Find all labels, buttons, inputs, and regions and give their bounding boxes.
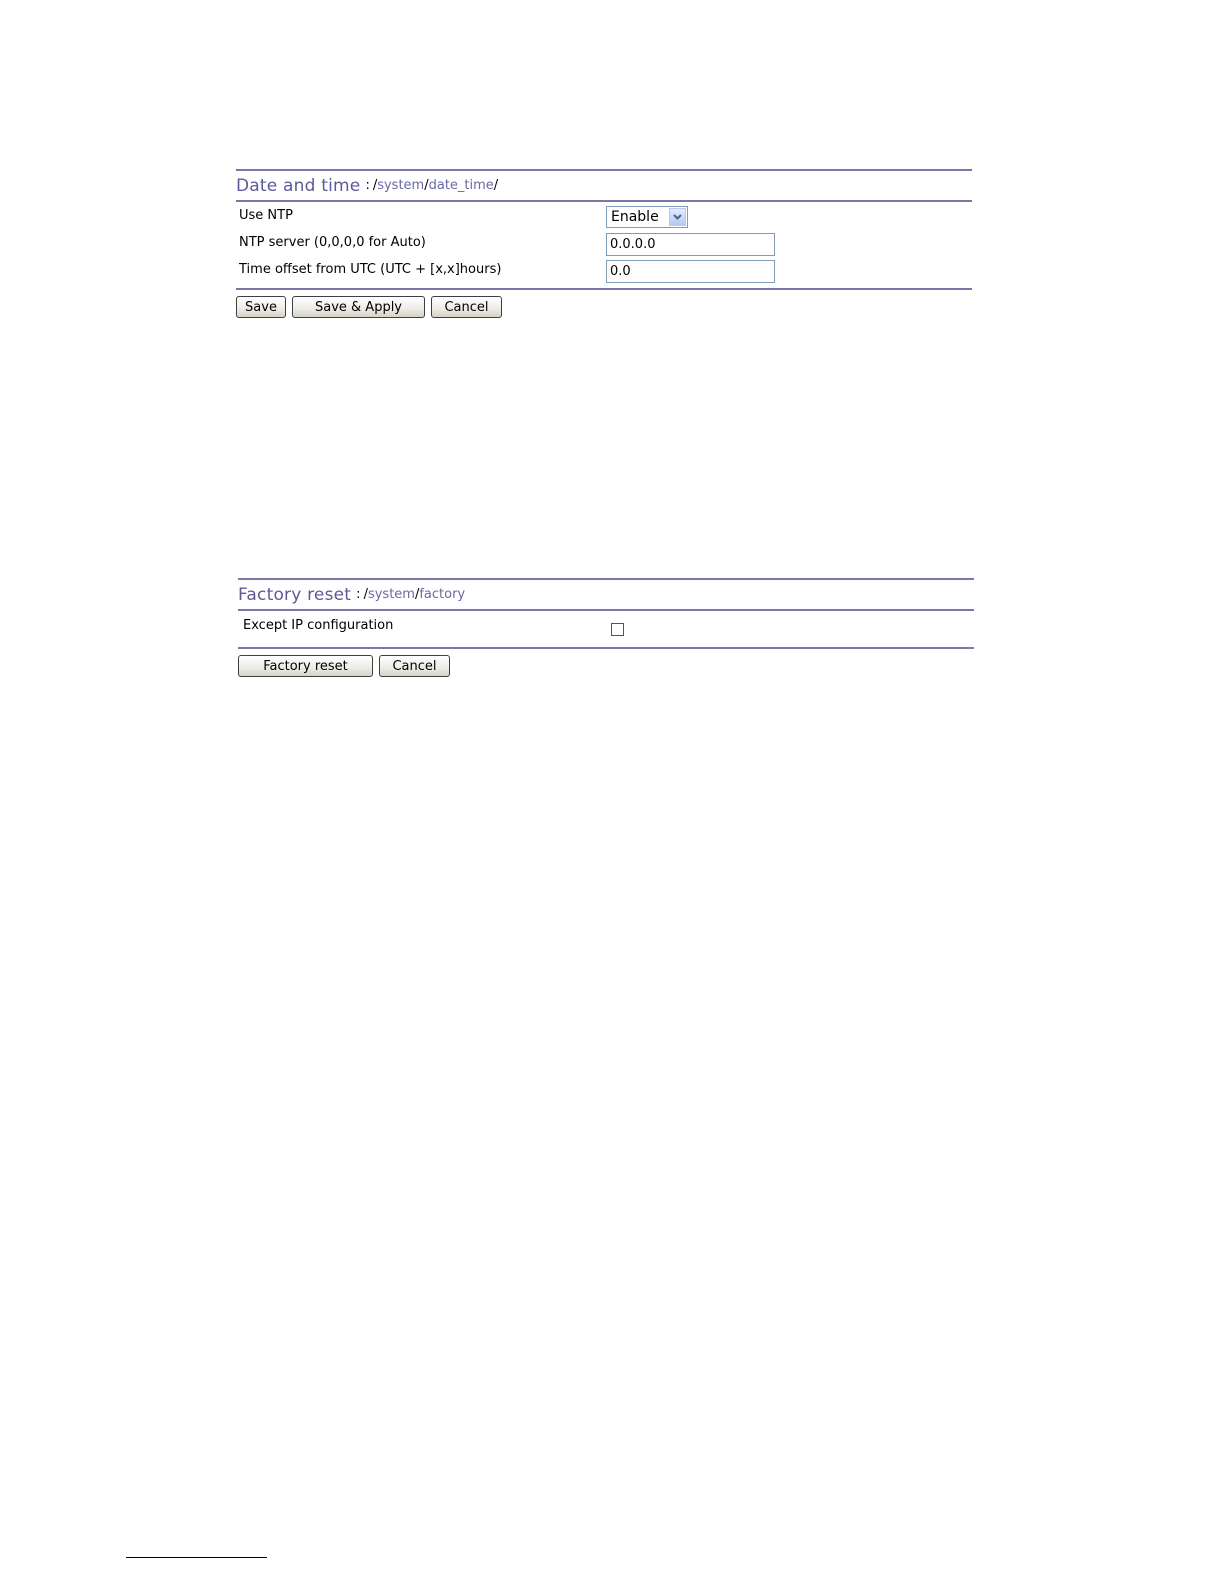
button-bar [236,290,972,318]
except-ip-checkbox[interactable] [611,623,624,636]
settings-rows [236,202,972,288]
panel-title: Factory reset [238,584,352,605]
use-ntp-select[interactable] [606,206,688,228]
use-ntp-row [236,204,972,231]
use-ntp-selected-value: Enable [611,209,659,225]
title-separator: : [365,178,370,193]
breadcrumb-slash: / [372,178,378,193]
ntp-server-row [236,231,972,258]
time-offset-label: Time offset from UTC (UTC + [x,x]hours) [239,262,502,277]
breadcrumb-slash: / [363,587,368,602]
button-bar [238,649,974,677]
breadcrumb-date-time[interactable]: date_time [428,178,494,193]
save-apply-button[interactable]: Save & Apply [292,296,425,318]
save-button[interactable]: Save [236,296,286,318]
breadcrumb-slash: / [424,178,429,193]
factory-reset-panel [238,578,974,677]
panel-title: Date and time [236,175,361,196]
use-ntp-field [606,206,688,228]
breadcrumb-slash: / [414,587,420,602]
panel-header [236,171,972,200]
breadcrumb-factory[interactable]: factory [419,587,466,602]
factory-reset-button[interactable]: Factory reset [238,655,373,677]
chevron-down-icon[interactable] [669,208,686,226]
footnote-separator [126,1557,267,1558]
breadcrumb-system[interactable]: system [377,178,425,193]
panel-header [238,580,974,609]
chevron-down-icon-glyph [673,214,682,220]
title-separator: : [356,587,361,602]
breadcrumb-trailing-slash: / [493,178,499,193]
cancel-button[interactable]: Cancel [379,655,450,677]
date-time-panel [236,169,972,318]
ntp-server-label: NTP server (0,0,0,0 for Auto) [239,235,426,250]
use-ntp-label: Use NTP [239,208,293,223]
breadcrumb-system[interactable]: system [367,587,415,602]
ntp-server-field [606,233,775,256]
ntp-server-input[interactable] [606,233,775,256]
except-ip-row [238,614,974,641]
except-ip-label: Except IP configuration [243,618,394,633]
settings-rows [238,611,974,647]
time-offset-input[interactable] [606,260,775,283]
cancel-button[interactable]: Cancel [431,296,502,318]
time-offset-field [606,260,775,283]
except-ip-field [608,616,624,636]
time-offset-row [236,258,972,285]
